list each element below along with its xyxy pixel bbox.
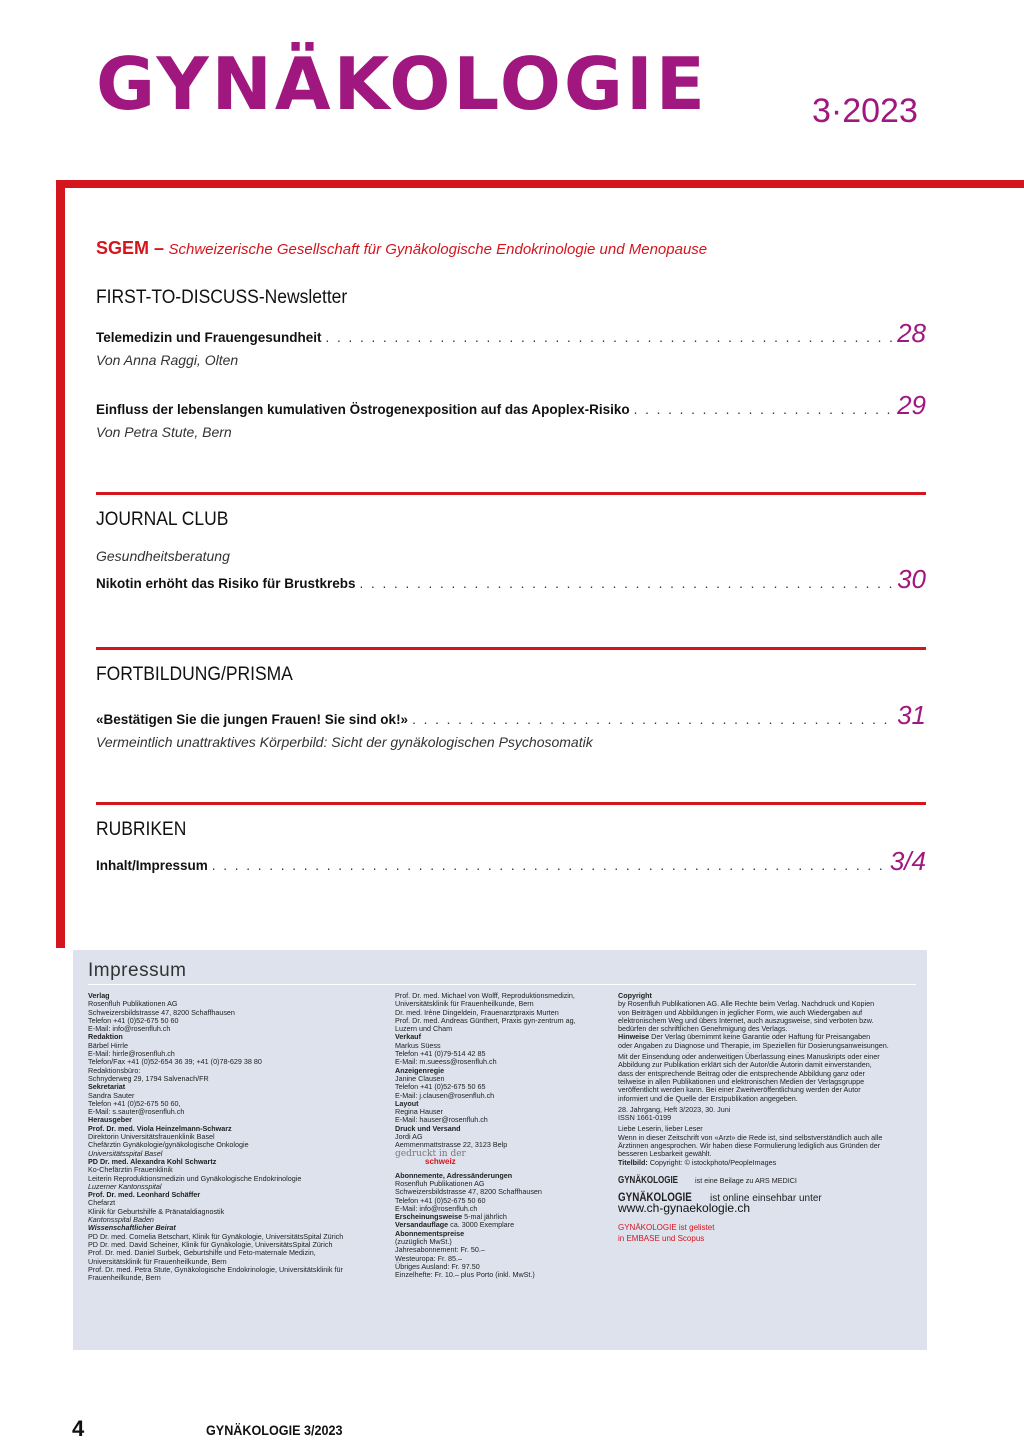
impressum-line: Prof. Dr. med. Michael von Wolff, Reproduktionsmedizin,	[395, 991, 575, 1000]
impressum-line: Leiterin Reproduktionsmedizin und Gynäkologische Endokrinologie	[88, 1173, 302, 1183]
impressum-line: veröffentlicht werden kann. Bei einer Zweitveröffentlichung werden der Autor	[618, 1085, 861, 1095]
listed-line-1: GYNÄKOLOGIE ist gelistet	[618, 1222, 715, 1232]
toc-entry[interactable]	[96, 846, 926, 877]
impressum-line: Sekretariat	[88, 1082, 126, 1092]
toc-entry-author: Von Petra Stute, Bern	[96, 424, 232, 440]
sgem-full-name: Schweizerische Gesellschaft für Gynäkologische Endokrinologie und Menopause	[168, 241, 708, 258]
section-divider	[96, 802, 926, 805]
impressum-line: Ko-Chefärztin Frauenklinik	[88, 1165, 173, 1175]
impressum-line: Liebe Leserin, lieber Leser	[618, 1124, 703, 1134]
dot-leader	[634, 402, 893, 417]
toc-entry-subtitle: Vermeintlich unattraktives Körperbild: Sicht der gynäkologischen Psychosomatik	[96, 734, 593, 750]
dot-leader	[326, 330, 894, 345]
impressum-line: Telefon +41 (0)52-675 50 60	[395, 1195, 486, 1205]
impressum-line: Titelbild: Copyright: © istockphoto/PeopleImages	[618, 1157, 777, 1167]
impressum-line: E-Mail: s.sauter@rosenfluh.ch	[88, 1107, 185, 1117]
impressum-line: Prof. Dr. med. Leonhard Schäffer	[88, 1190, 201, 1200]
impressum-line: Schweizersbildstrasse 47, 8200 Schaffhausen	[88, 1007, 235, 1017]
listed-line-2: in EMBASE und Scopus	[618, 1233, 705, 1243]
impressum-line: E-Mail: info@rosenfluh.ch	[395, 1203, 478, 1213]
impressum-title: Impressum	[88, 960, 187, 981]
section-title-rubriken: RUBRIKEN	[96, 819, 187, 840]
impressum-line: bedürfen der schriftlichen Genehmigung des Verlags.	[618, 1024, 788, 1034]
toc-entry-title: Telemedizin und Frauengesundheit	[96, 330, 322, 345]
impressum-line: besseren Lesbarkeit gewählt.	[618, 1149, 712, 1159]
impressum-line: Druck und Versand	[395, 1123, 461, 1133]
beilage-line	[618, 1174, 920, 1186]
impressum-column-2-top	[395, 992, 615, 1150]
toc-page-number: 28	[897, 318, 926, 348]
impressum-line: Chefarzt	[88, 1198, 116, 1208]
impressum-line: dass der entsprechende Beitrag oder die entsprechende Abbildung ganz oder	[618, 1068, 865, 1078]
impressum-line: E-Mail: m.sueess@rosenfluh.ch	[395, 1057, 497, 1067]
impressum-line: Bärbel Hirrle	[88, 1040, 128, 1050]
toc-page-number: 30	[897, 564, 926, 594]
impressum-line: Jahresabonnement: Fr. 50.–	[395, 1245, 485, 1255]
impressum-column-1	[88, 992, 388, 1282]
impressum-line: von Beiträgen und Abbildungen in jeglicher Form, wie auch Wiedergaben auf	[618, 1007, 863, 1017]
impressum-line: Herausgeber	[88, 1115, 132, 1125]
impressum-line: Telefon +41 (0)52-675 50 60,	[88, 1098, 181, 1108]
impressum-line: Schnyderweg 29, 1794 Salvenach/FR	[88, 1073, 209, 1083]
toc-kicker: Gesundheitsberatung	[96, 548, 230, 564]
impressum-line: Schweizersbildstrasse 47, 8200 Schaffhausen	[395, 1187, 542, 1197]
toc-page-number: 3/4	[889, 846, 926, 876]
toc-page-number: 29	[897, 390, 926, 420]
impressum-line: Frauenheilkunde, Bern	[88, 1273, 161, 1283]
impressum-line: Anzeigenregie	[395, 1065, 445, 1075]
impressum-line: Prof. Dr. med. Daniel Surbek, Geburtshilfe und Feto-maternale Medizin,	[88, 1248, 316, 1258]
impressum-line: PD Dr. med. Alexandra Kohl Schwartz	[88, 1156, 217, 1166]
toc-entry[interactable]	[96, 390, 926, 421]
section-divider	[96, 647, 926, 650]
impressum-line: Abonnementspreise	[395, 1228, 465, 1238]
impressum-line: 28. Jahrgang, Heft 3/2023, 30. Juni	[618, 1104, 731, 1114]
impressum-line: E-Mail: info@rosenfluh.ch	[88, 1024, 171, 1034]
impressum-line: Erscheinungsweise 5-mal jährlich	[395, 1212, 507, 1222]
impressum-line: teilweise in allen Publikationen und elektronischen Medien der Verlagsgruppe	[618, 1076, 865, 1086]
toc-entry-title: Nikotin erhöht das Risiko für Brustkrebs	[96, 576, 356, 591]
impressum-line: Regina Hauser	[395, 1107, 443, 1117]
toc-entry-title: Einfluss der lebenslangen kumulativen Östrogenexposition auf das Apoplex-Risiko	[96, 402, 630, 417]
impressum-line: Übriges Ausland: Fr. 97.50	[395, 1261, 480, 1271]
impressum-line: Westeuropa: Fr. 85.–	[395, 1253, 462, 1263]
impressum-line: Prof. Dr. med. Viola Heinzelmann-Schwarz	[88, 1123, 232, 1133]
impressum-line: Telefon/Fax +41 (0)52-654 36 39; +41 (0)78-629 38 80	[88, 1057, 262, 1067]
druck-logo-top: gedruckt in der	[395, 1148, 466, 1159]
toc-entry-title: «Bestätigen Sie die jungen Frauen! Sie sind ok!»	[96, 712, 409, 727]
impressum-line: E-Mail: hauser@rosenfluh.ch	[395, 1115, 488, 1125]
red-frame-top	[56, 180, 1024, 188]
dot-leader	[212, 858, 886, 873]
impressum-line: by Rosenfluh Publikationen AG. Alle Rechte beim Verlag. Nachdruck und Kopien	[618, 999, 875, 1009]
impressum-line: Telefon +41 (0)79-514 42 85	[395, 1049, 486, 1059]
impressum-line: informiert und die Quelle der Erstpublikation angegeben.	[618, 1093, 798, 1103]
impressum-line: Verlag	[88, 991, 110, 1000]
online-line	[618, 1190, 920, 1205]
impressum-line: Abbildung zur Publikation erklärt sich der Autor/die Autorin damit einverstanden,	[618, 1060, 872, 1070]
impressum-column-2	[395, 992, 615, 1280]
impressum-line: PD Dr. med. Cornelia Betschart, Klinik für Gynäkologie, UniversitätsSpital Zürich	[88, 1231, 344, 1241]
impressum-line: E-Mail: j.clausen@rosenfluh.ch	[395, 1090, 495, 1100]
toc-entry-author: Von Anna Raggi, Olten	[96, 352, 239, 368]
impressum-line: Prof. Dr. med. Petra Stute, Gynäkologische Endokrinologie, Universitätsklinik für	[88, 1264, 343, 1274]
impressum-line: Hinweise Der Verlag übernimmt keine Garantie oder Haftung für Preisangaben	[618, 1032, 871, 1042]
impressum-line: Redaktion	[88, 1032, 123, 1042]
impressum-line: Aemmenmattstrasse 22, 3123 Belp	[395, 1140, 508, 1150]
impressum-line: Universitätsklinik für Frauenheilkunde, Bern	[395, 999, 534, 1009]
impressum-line: Sandra Sauter	[88, 1090, 135, 1100]
impressum-box	[73, 950, 927, 1350]
red-frame-left	[56, 180, 65, 948]
impressum-line: Jordi AG	[395, 1132, 423, 1142]
impressum-line: Janine Clausen	[395, 1073, 445, 1083]
beilage-text: ist eine Beilage zu ARS MEDICI	[695, 1175, 797, 1185]
impressum-line: Rosenfluh Publikationen AG	[395, 1178, 485, 1188]
impressum-line: Kantonsspital Baden	[88, 1215, 154, 1225]
impressum-line: Chefärztin Gynäkologie/gynäkologische Onkologie	[88, 1140, 249, 1150]
footer-journal-title: GYNÄKOLOGIE 3/2023	[206, 1422, 343, 1438]
page-number: 4	[72, 1416, 85, 1441]
impressum-line: Universitätsklinik für Frauenheilkunde, Bern	[88, 1256, 227, 1266]
toc-entry-title: Inhalt/Impressum	[96, 858, 208, 873]
impressum-line: Versandauflage ca. 3000 Exemplare	[395, 1220, 515, 1230]
impressum-line: ISSN 1661-0199	[618, 1113, 672, 1123]
impressum-line: Abonnemente, Adressänderungen	[395, 1170, 513, 1180]
journal-title: GYNÄKOLOGIE	[96, 42, 708, 126]
impressum-line: elektronischem Weg und übers Internet, auch auszugsweise, sind verboten bzw.	[618, 1015, 874, 1025]
impressum-line: Prof. Dr. med. Andreas Günthert, Praxis gyn-zentrum ag,	[395, 1015, 576, 1025]
impressum-line: Luzern und Cham	[395, 1024, 453, 1034]
impressum-line: Rosenfluh Publikationen AG	[88, 999, 178, 1009]
impressum-line: E-Mail: hirrle@rosenfluh.ch	[88, 1049, 175, 1059]
impressum-line: PD Dr. med. David Scheiner, Klinik für Gynäkologie, UniversitätsSpital Zürich	[88, 1239, 333, 1249]
impressum-column-3-text	[618, 992, 920, 1167]
impressum-line: Ärztinnen angesprochen. Wir haben diese Formulierung lediglich aus Gründen der	[618, 1141, 881, 1151]
toc-entry[interactable]	[96, 564, 926, 595]
online-text: ist online einsehbar unter	[710, 1193, 822, 1205]
sgem-heading	[96, 238, 707, 259]
section-title-first-to-discuss: FIRST-TO-DISCUSS-Newsletter	[96, 287, 348, 308]
impressum-line: Universitätsspital Basel	[88, 1148, 163, 1158]
impressum-column-3	[618, 992, 920, 1244]
impressum-divider	[88, 984, 916, 985]
impressum-column-2-bottom	[395, 1172, 615, 1280]
impressum-line: Direktorin Universitätsfrauenklinik Basel	[88, 1132, 215, 1142]
impressum-line: (zuzüglich MwSt.)	[395, 1237, 452, 1247]
sgem-abbr: SGEM –	[96, 238, 165, 258]
dot-leader	[360, 576, 894, 591]
online-brand: GYNÄKOLOGIE	[618, 1190, 692, 1205]
section-title-journal-club: JOURNAL CLUB	[96, 509, 229, 530]
impressum-line: Verkauf	[395, 1032, 421, 1042]
impressum-line: Telefon +41 (0)52-675 50 60	[88, 1015, 179, 1025]
impressum-line: Markus Süess	[395, 1040, 441, 1050]
toc-entry[interactable]	[96, 700, 926, 731]
issue-number: 3·2023	[812, 92, 918, 130]
impressum-line: Wenn in dieser Zeitschrift von «Arzt» die Rede ist, sind selbstverständlich auch alle	[618, 1132, 883, 1142]
impressum-line: Layout	[395, 1098, 419, 1108]
website-link[interactable]: www.ch-gynaekologie.ch	[618, 1200, 751, 1215]
dot-leader	[412, 712, 893, 727]
toc-entry[interactable]	[96, 318, 926, 349]
impressum-line: oder Angaben zu Diagnose und Therapie, im Speziellen für Dosierungsanweisungen.	[618, 1040, 889, 1050]
impressum-line: Luzerner Kantonsspital	[88, 1181, 162, 1191]
impressum-line: Mit der Einsendung oder anderweitigen Überlassung eines Manuskripts oder einer	[618, 1052, 880, 1062]
impressum-line: Copyright	[618, 991, 652, 1000]
section-divider	[96, 492, 926, 495]
impressum-line: Redaktionsbüro:	[88, 1065, 141, 1075]
section-title-fortbildung: FORTBILDUNG/PRISMA	[96, 664, 293, 685]
gedruckt-in-der-schweiz-logo	[395, 1150, 615, 1166]
impressum-line: Telefon +41 (0)52-675 50 65	[395, 1082, 486, 1092]
impressum-line: Dr. med. Irène Dingeldein, Frauenarztpraxis Murten	[395, 1007, 559, 1017]
impressum-line: Klinik für Geburtshilfe & Pränataldiagnostik	[88, 1206, 225, 1216]
impressum-line: Einzelhefte: Fr. 10.– plus Porto (inkl. MwSt.)	[395, 1270, 535, 1280]
druck-logo-bottom: schweiz	[425, 1156, 456, 1166]
toc-page-number: 31	[897, 700, 926, 730]
beilage-brand: GYNÄKOLOGIE	[618, 1174, 679, 1186]
impressum-line: Wissenschaftlicher Beirat	[88, 1223, 176, 1233]
